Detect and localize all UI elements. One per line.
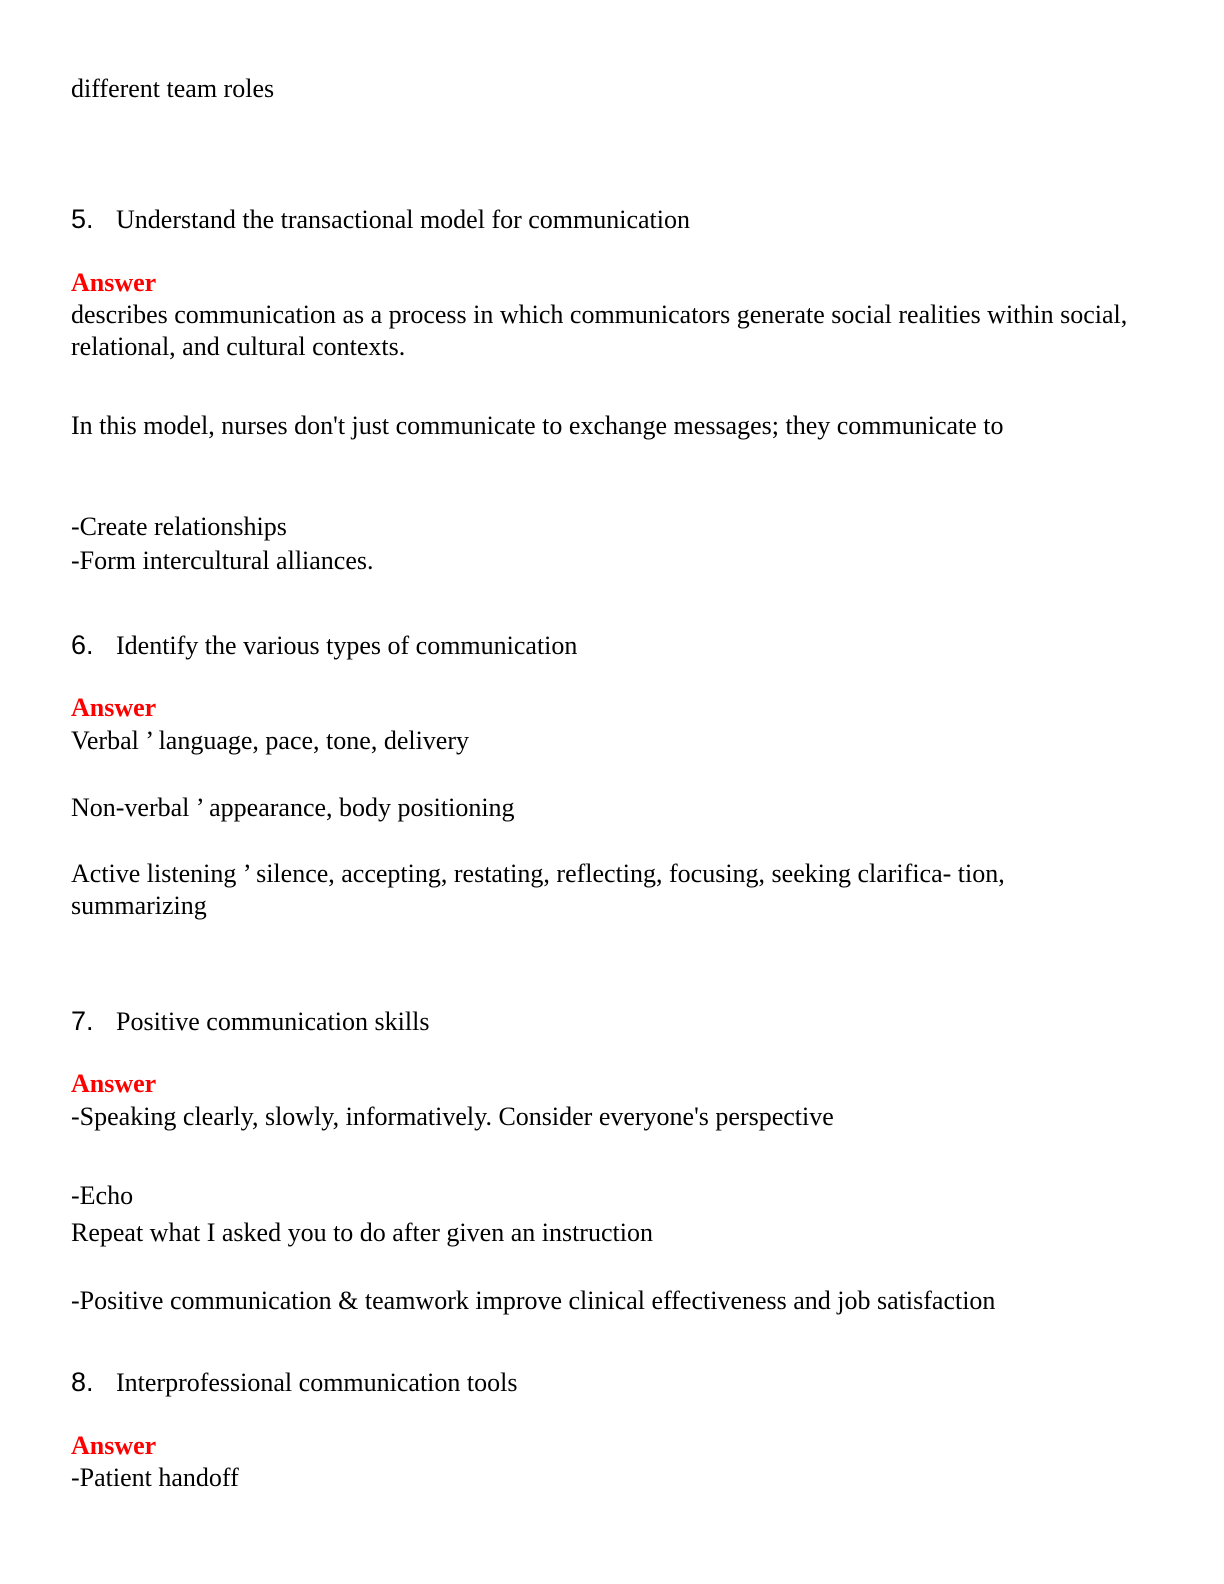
question-8-number: 8. <box>71 1367 94 1397</box>
q7-echo-description: Repeat what I asked you to do after given an instruction <box>71 1218 653 1247</box>
question-8 <box>71 1365 517 1400</box>
q7-point-teamwork: -Positive communication & teamwork improve clinical effectiveness and job satisfaction <box>71 1286 996 1315</box>
answer-label-7: Answer <box>71 1069 157 1098</box>
q6-verbal: Verbal ’ language, pace, tone, delivery <box>71 726 469 755</box>
q5-bullet-intercultural-alliances: -Form intercultural alliances. <box>71 546 374 575</box>
intro-fragment: different team roles <box>71 74 275 103</box>
question-6-number: 6. <box>71 630 94 660</box>
q7-echo: -Echo <box>71 1181 134 1210</box>
q8-point-patient-handoff: -Patient handoff <box>71 1463 239 1492</box>
q5-answer-para1: describes communication as a process in which communicators generate social realities within social, relational, and cultural contexts. <box>71 300 1128 361</box>
question-6-title: Identify the various types of communication <box>116 631 578 660</box>
question-5-title: Understand the transactional model for communication <box>116 205 690 234</box>
question-7-title: Positive communication skills <box>116 1007 430 1036</box>
question-5-number: 5. <box>71 204 94 234</box>
q5-answer-para2: In this model, nurses don't just communicate to exchange messages; they communicate to <box>71 411 1004 440</box>
question-5 <box>71 202 690 237</box>
question-6 <box>71 628 577 663</box>
question-8-title: Interprofessional communication tools <box>116 1368 518 1397</box>
q5-bullet-create-relationships: -Create relationships <box>71 512 287 541</box>
answer-label-5: Answer <box>71 268 157 297</box>
question-7 <box>71 1004 429 1039</box>
answer-label-8: Answer <box>71 1431 157 1460</box>
q6-nonverbal: Non-verbal ’ appearance, body positioning <box>71 793 515 822</box>
answer-label-6: Answer <box>71 693 157 722</box>
question-7-number: 7. <box>71 1006 94 1036</box>
q7-point-speaking-clearly: -Speaking clearly, slowly, informatively. Consider everyone's perspective <box>71 1102 834 1131</box>
q6-active-listening: Active listening ’ silence, accepting, restating, reflecting, focusing, seeking clarifica- tion, summarizing <box>71 859 1005 920</box>
